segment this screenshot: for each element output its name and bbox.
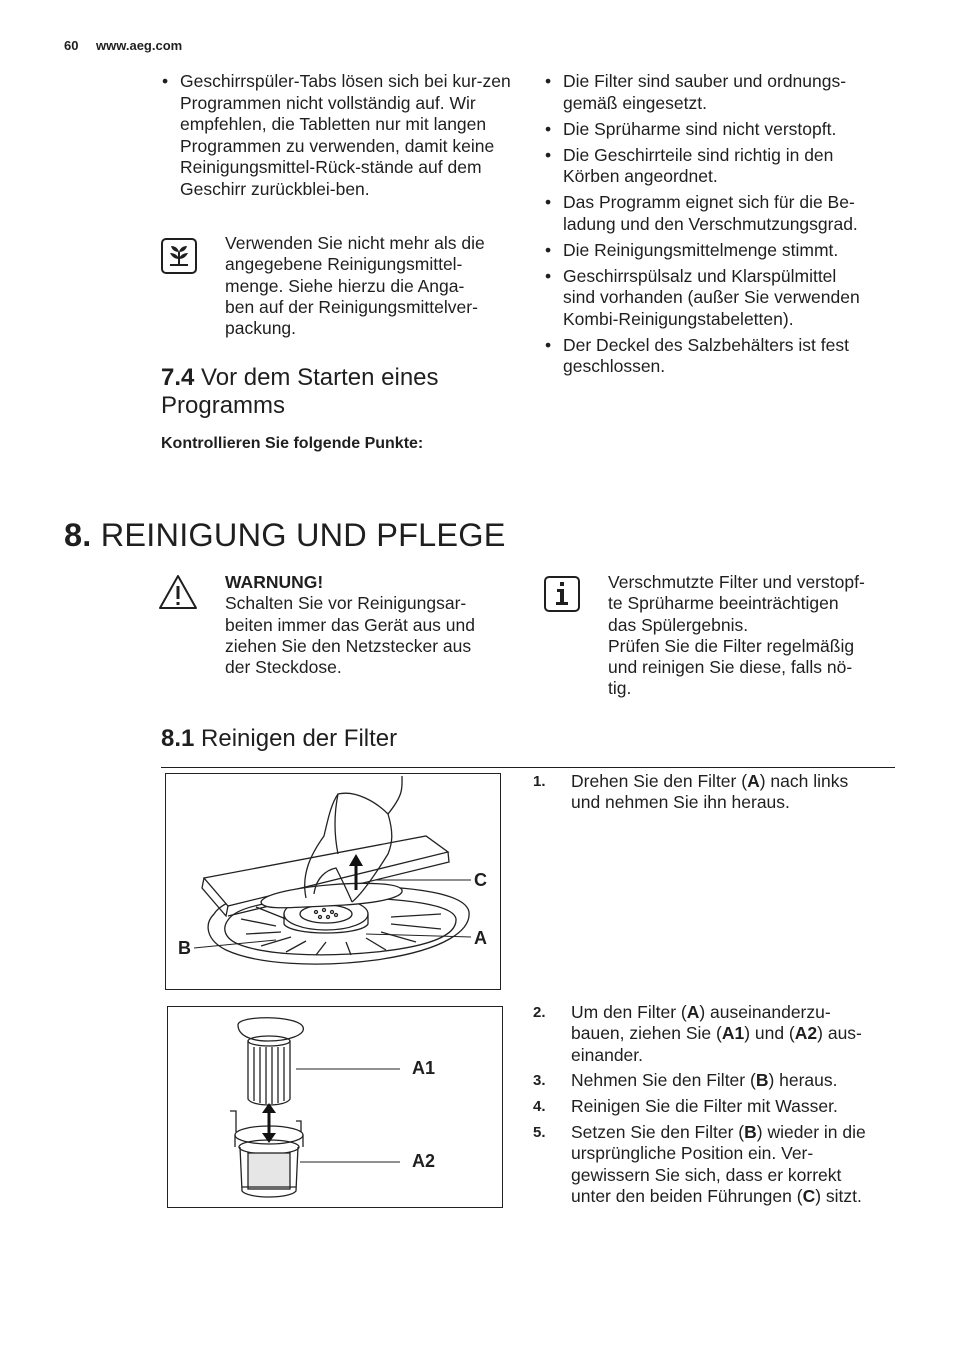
step-text-bold: A1 bbox=[721, 1023, 745, 1044]
list-line: ladung und den Verschmutzungsgrad. bbox=[563, 213, 858, 234]
list-item bbox=[544, 145, 900, 188]
note-line: Verwenden Sie nicht mehr als die bbox=[225, 233, 485, 253]
figure-label-a2: A2 bbox=[412, 1151, 436, 1171]
filter-removal-illustration bbox=[166, 774, 500, 989]
list-line: Geschirrspülsalz und Klarspülmittel bbox=[563, 265, 837, 286]
step-text: Drehen Sie den Filter ( bbox=[571, 771, 748, 791]
note-line: das Spülergebnis. bbox=[608, 614, 749, 635]
warning-note bbox=[225, 572, 525, 678]
list-line: Körben angeordnet. bbox=[563, 166, 718, 186]
step-text: Setzen Sie den Filter ( bbox=[571, 1121, 745, 1142]
list-line: Die Sprüharme sind nicht verstopft. bbox=[563, 118, 837, 139]
check-heading: Kontrollieren Sie folgende Punkte: bbox=[161, 435, 424, 452]
filter-disassembly-illustration bbox=[168, 1007, 502, 1207]
website-link[interactable]: www.aeg.com bbox=[96, 38, 183, 53]
list-line: gemäß eingesetzt. bbox=[563, 92, 707, 113]
step-text: Reinigen Sie die Filter mit Wasser. bbox=[571, 1096, 838, 1117]
steps-list-2 bbox=[533, 1002, 878, 1212]
step-text: ) aus-einander. bbox=[571, 1023, 862, 1065]
list-line: Das Programm eignet sich für die Be- bbox=[563, 192, 855, 212]
list-line: sind vorhanden (außer Sie verwenden bbox=[563, 287, 860, 307]
note-line: te Sprüharme beeinträchtigen bbox=[608, 593, 839, 614]
step-number: 2. bbox=[533, 1004, 546, 1021]
step-text-bold: A bbox=[686, 1002, 700, 1022]
note-line: ziehen Sie den Netzstecker aus bbox=[225, 635, 472, 656]
environment-icon bbox=[161, 238, 197, 274]
list-line: geschlossen. bbox=[563, 356, 666, 376]
section-divider bbox=[161, 767, 895, 768]
step-text-bold: B bbox=[744, 1121, 757, 1142]
note-line: Verschmutzte Filter und verstopf- bbox=[608, 572, 865, 592]
note-line: Prüfen Sie die Filter regelmäßig bbox=[608, 635, 855, 656]
info-note bbox=[608, 572, 908, 700]
step-text-bold: A bbox=[747, 771, 760, 791]
note-line: der Steckdose. bbox=[225, 657, 342, 678]
step-text: ) auseinanderzu-bauen, ziehen Sie ( bbox=[571, 1002, 831, 1044]
filter-disassembly-figure bbox=[167, 1006, 503, 1208]
step-text: ) sitzt. bbox=[815, 1185, 862, 1206]
page-number: 60 bbox=[64, 38, 79, 53]
note-line: tig. bbox=[608, 678, 632, 699]
list-item bbox=[544, 266, 900, 331]
step-text: Nehmen Sie den Filter ( bbox=[571, 1070, 756, 1091]
step-text: Um den Filter ( bbox=[571, 1002, 687, 1022]
chapter-number: 8. bbox=[64, 517, 92, 553]
section-number: 8.1 bbox=[161, 725, 195, 752]
list-line: Die Geschirrteile sind richtig in den bbox=[563, 144, 834, 165]
list-line: Die Reinigungsmittelmenge stimmt. bbox=[563, 239, 839, 260]
list-item bbox=[544, 192, 900, 235]
step-text-bold: A2 bbox=[794, 1023, 818, 1044]
step-item bbox=[533, 771, 878, 814]
list-line: Der Deckel des Salzbehälters ist fest bbox=[563, 334, 849, 355]
note-line: beiten immer das Gerät aus und bbox=[225, 614, 475, 635]
list-item bbox=[544, 335, 900, 378]
chapter-title: REINIGUNG UND PFLEGE bbox=[100, 517, 506, 553]
bullet-text: Geschirrspüler-Tabs lösen sich bei kur-zen Programmen nicht vollständig auf. Wir empfehlen, die Tabletten nur mit langen Programmen zu verwenden, damit keine Reinigungsmittel-Rück-stände auf dem Geschirr zurückblei-ben. bbox=[180, 71, 511, 199]
section-title: Reinigen der Filter bbox=[201, 725, 398, 752]
step-text: ) wieder in die ursprüngliche Position ein. Ver-gewissern Sie sich, dass er korrekt unter den beiden Führungen ( bbox=[571, 1121, 866, 1206]
section-title-line: Programms bbox=[161, 392, 286, 419]
list-item bbox=[544, 119, 900, 141]
step-item bbox=[533, 1070, 878, 1091]
step-number: 1. bbox=[533, 773, 546, 790]
checklist bbox=[544, 71, 900, 382]
figure-label-a1: A1 bbox=[412, 1058, 436, 1078]
tabs-bullet-list bbox=[161, 71, 516, 205]
note-line: menge. Siehe hierzu die Anga- bbox=[225, 275, 465, 296]
step-item bbox=[533, 1122, 878, 1207]
list-item bbox=[544, 71, 900, 114]
warning-heading: WARNUNG! bbox=[225, 572, 324, 592]
section-heading-8-1 bbox=[161, 725, 397, 753]
info-icon bbox=[544, 576, 580, 612]
list-line: Die Filter sind sauber und ordnungs- bbox=[563, 71, 847, 91]
note-line: und reinigen Sie diese, falls nö- bbox=[608, 657, 853, 678]
step-text: ) und ( bbox=[744, 1023, 795, 1044]
step-text: ) nach links und nehmen Sie ihn heraus. bbox=[571, 771, 849, 813]
step-text: ) heraus. bbox=[768, 1070, 838, 1091]
step-number: 5. bbox=[533, 1123, 546, 1141]
figure-label-c: C bbox=[474, 870, 487, 890]
note-line: ben auf der Reinigungsmittelver- bbox=[225, 296, 478, 317]
figure-label-b: B bbox=[178, 938, 191, 958]
list-item bbox=[161, 71, 516, 200]
step-text-bold: C bbox=[802, 1185, 816, 1206]
step-number: 4. bbox=[533, 1098, 546, 1116]
step-number: 3. bbox=[533, 1072, 546, 1090]
note-line: Schalten Sie vor Reinigungsar- bbox=[225, 593, 467, 614]
chapter-heading-8 bbox=[64, 516, 506, 554]
list-line: Kombi-Reinigungstabeletten). bbox=[563, 308, 794, 329]
step-item bbox=[533, 1096, 878, 1117]
warning-icon bbox=[158, 574, 198, 610]
environment-note bbox=[225, 233, 525, 339]
figure-label-a: A bbox=[474, 928, 487, 948]
filter-removal-figure bbox=[165, 773, 501, 990]
section-title-line: Vor dem Starten eines bbox=[201, 364, 439, 391]
list-item bbox=[544, 240, 900, 262]
step-item bbox=[533, 1002, 878, 1066]
steps-list-1 bbox=[533, 771, 878, 818]
section-number: 7.4 bbox=[161, 364, 195, 391]
note-line: packung. bbox=[225, 318, 297, 339]
section-heading-7-4 bbox=[161, 364, 521, 420]
step-text-bold: B bbox=[755, 1070, 769, 1091]
note-line: angegebene Reinigungsmittel- bbox=[225, 254, 463, 275]
